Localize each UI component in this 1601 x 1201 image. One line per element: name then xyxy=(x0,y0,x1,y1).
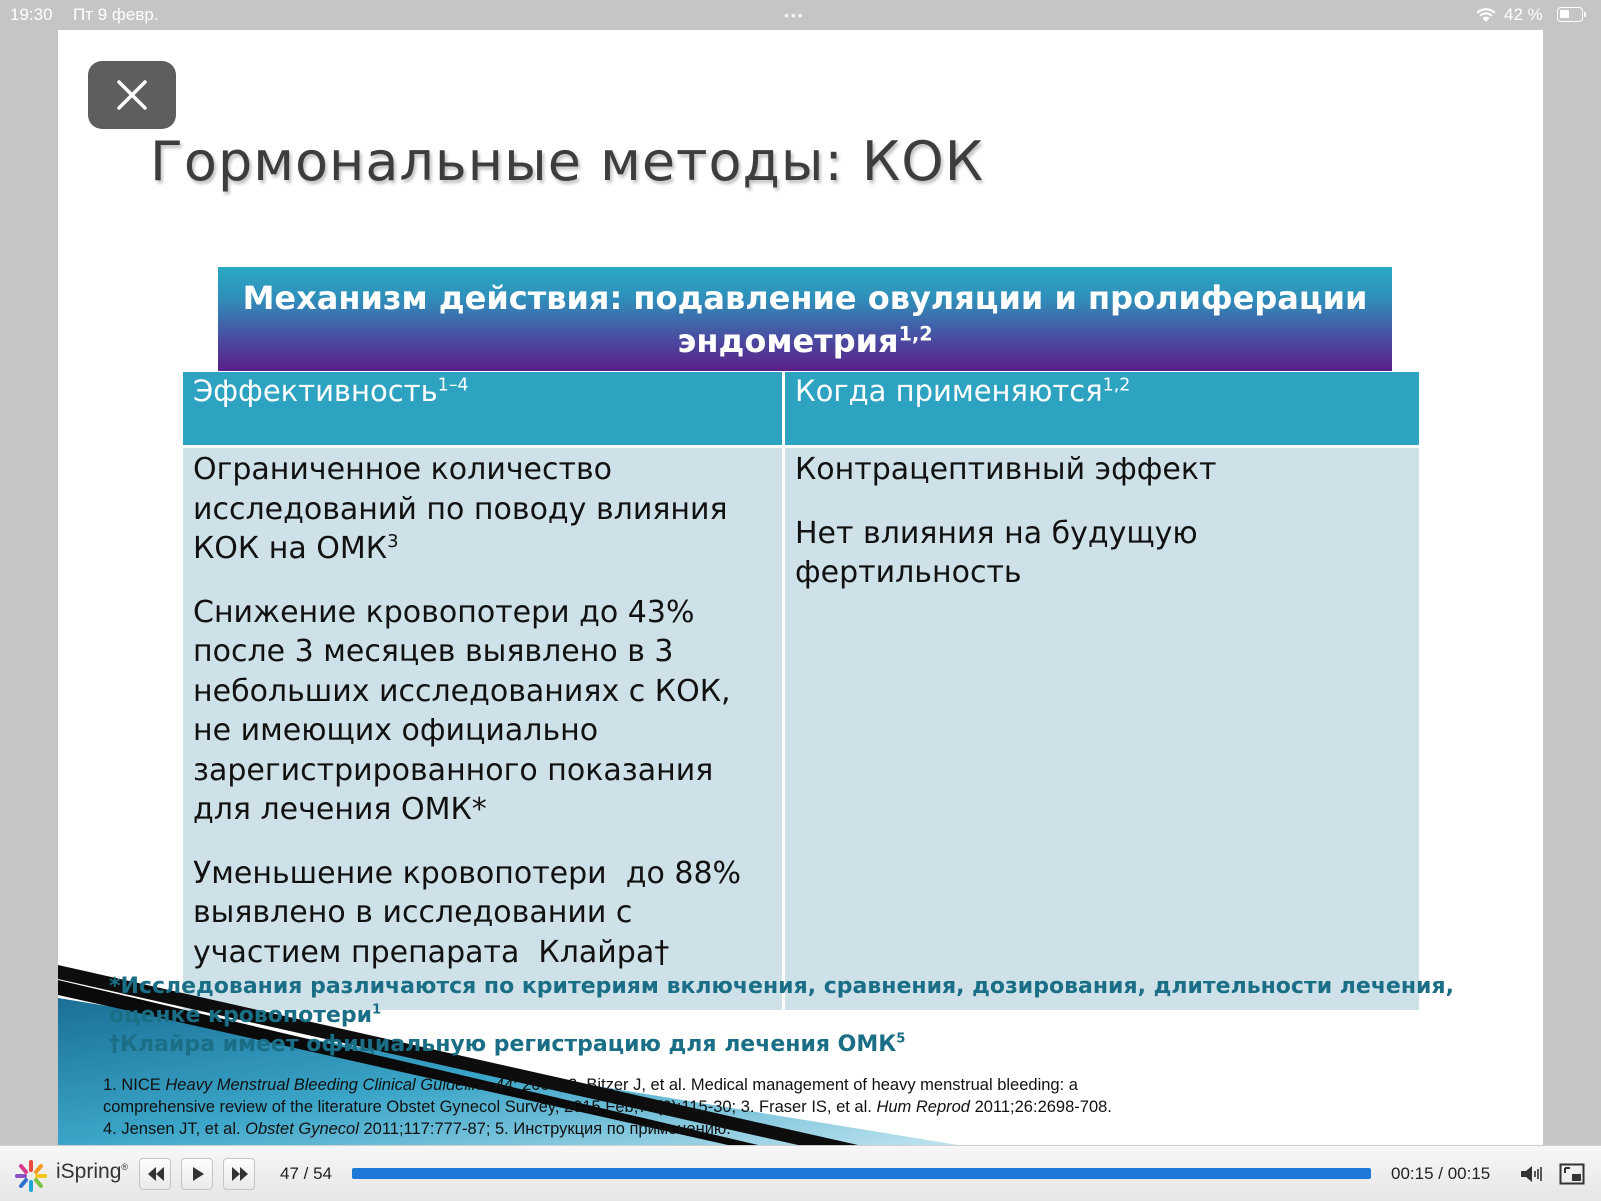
header-when-used-label: Когда применяются xyxy=(795,374,1103,408)
next-slide-button[interactable] xyxy=(223,1158,255,1190)
ref-italic: Hum Reprod xyxy=(876,1098,970,1116)
ref-italic: Obstet Gynecol xyxy=(245,1120,359,1138)
cell-effectiveness xyxy=(183,448,782,1010)
multitask-dots-icon[interactable]: ••• xyxy=(784,7,805,23)
reference-line-3 xyxy=(103,1118,1303,1140)
footnote-dagger xyxy=(109,1030,1529,1059)
text-line: Контрацептивный эффект xyxy=(795,452,1217,487)
text-line: после 3 месяцев выявлено в 3 xyxy=(193,634,674,669)
footnote-star-line1: *Исследования различаются по критериям включения, сравнения, дозирования, длительности лечения, xyxy=(109,974,1454,999)
header-effectiveness-label: Эффективность xyxy=(193,374,438,408)
text-line: не имеющих официально xyxy=(193,713,599,748)
brand-text: iSpring xyxy=(56,1160,122,1183)
wifi-icon xyxy=(1476,7,1496,23)
when-used-paragraph-1 xyxy=(795,450,1419,490)
play-button[interactable] xyxy=(181,1158,213,1190)
reference-line-2 xyxy=(103,1096,1303,1118)
ispring-logo-icon xyxy=(13,1158,49,1194)
text-line: Нет влияния на будущую xyxy=(795,515,1198,551)
header-when-used xyxy=(785,372,1419,445)
ispring-brand xyxy=(56,1160,128,1184)
close-icon xyxy=(116,79,148,111)
effectiveness-paragraph-2 xyxy=(193,593,782,830)
status-time: 19:30 xyxy=(10,5,53,24)
slide xyxy=(58,30,1543,1145)
text-line: Ограниченное количество xyxy=(193,452,613,487)
text-line: фертильность xyxy=(795,555,1022,590)
previous-slide-button[interactable] xyxy=(139,1158,171,1190)
ref-italic: Heavy Menstrual Bleeding Clinical Guideline 44 xyxy=(165,1076,513,1094)
status-bar xyxy=(0,0,1601,30)
battery-percent: 42 % xyxy=(1504,5,1543,24)
ref-text: ; 2007; 2. Bitzer J, et al. Medical management of heavy menstrual bleeding: a xyxy=(512,1076,1078,1094)
text-line: КОК на ОМК xyxy=(193,531,388,566)
mechanism-line1: Механизм действия: подавление овуляции и пролиферации xyxy=(242,279,1368,317)
volume-icon[interactable] xyxy=(1519,1163,1543,1185)
mechanism-line2 xyxy=(218,320,1392,363)
ref-text: 2011;26:2698-708. xyxy=(969,1098,1112,1116)
reference-mark: 3 xyxy=(387,531,399,552)
ref-text: 1. NICE xyxy=(103,1076,166,1094)
mechanism-ref: 1,2 xyxy=(898,322,933,346)
effectiveness-paragraph-1 xyxy=(193,450,782,569)
footnote-star-ref: 1 xyxy=(372,1002,382,1018)
text-line: выявлено в исследовании с xyxy=(193,895,633,930)
mechanism-line2-text: эндометрия xyxy=(677,322,899,360)
brand-mark: ® xyxy=(121,1162,129,1172)
player-bar xyxy=(0,1145,1601,1201)
rewind-icon xyxy=(147,1167,165,1181)
text-line: небольших исследованиях с КОК, xyxy=(193,673,731,709)
progress-fill xyxy=(352,1168,1371,1179)
slide-title: Гормональные методы: КОК xyxy=(150,130,985,193)
slide-counter: 47 / 54 xyxy=(280,1164,332,1183)
footnote-dagger-text: †Клайра имеет официальную регистрацию для лечения ОМК xyxy=(109,1032,897,1057)
play-icon xyxy=(189,1167,207,1181)
fast-forward-icon xyxy=(231,1167,249,1181)
header-effectiveness xyxy=(183,372,782,445)
close-button[interactable] xyxy=(88,61,176,129)
mechanism-banner xyxy=(218,267,1392,371)
text-line: исследований по поводу влияния xyxy=(193,491,728,527)
footnote-star xyxy=(109,972,1529,1030)
text-line: для лечения ОМК* xyxy=(193,792,487,827)
fullscreen-icon[interactable] xyxy=(1559,1163,1585,1185)
status-date: Пт 9 февр. xyxy=(73,5,159,24)
header-effectiveness-ref: 1–4 xyxy=(437,375,469,396)
header-when-used-ref: 1,2 xyxy=(1102,375,1131,396)
ref-text: 4. Jensen JT, et al. xyxy=(103,1120,246,1138)
cell-when-used xyxy=(785,448,1419,1010)
reference-line-1 xyxy=(103,1074,1303,1096)
footnote-star-line2: оценке кровопотери xyxy=(109,1003,373,1028)
battery-icon xyxy=(1557,7,1583,22)
when-used-paragraph-2 xyxy=(795,514,1419,593)
text-line: зарегистрированного показания xyxy=(193,752,714,788)
text-line: Снижение кровопотери до 43% xyxy=(193,594,695,630)
references xyxy=(103,1074,1303,1140)
text-line: участием препарата Клайра† xyxy=(193,934,670,970)
effectiveness-paragraph-3 xyxy=(193,854,782,973)
text-line: Уменьшение кровопотери до 88% xyxy=(193,855,742,891)
ref-text: 2011;117:777-87; 5. Инструкция по применению. xyxy=(358,1120,731,1138)
ref-text: comprehensive review of the literature Obstet Gynecol Survey, 2015 Feb;70(2):115-30; 3. Fraser IS, et al. xyxy=(103,1098,877,1116)
footnote-dagger-ref: 5 xyxy=(896,1031,906,1047)
playback-time: 00:15 / 00:15 xyxy=(1391,1164,1491,1183)
progress-bar[interactable] xyxy=(352,1168,1371,1179)
